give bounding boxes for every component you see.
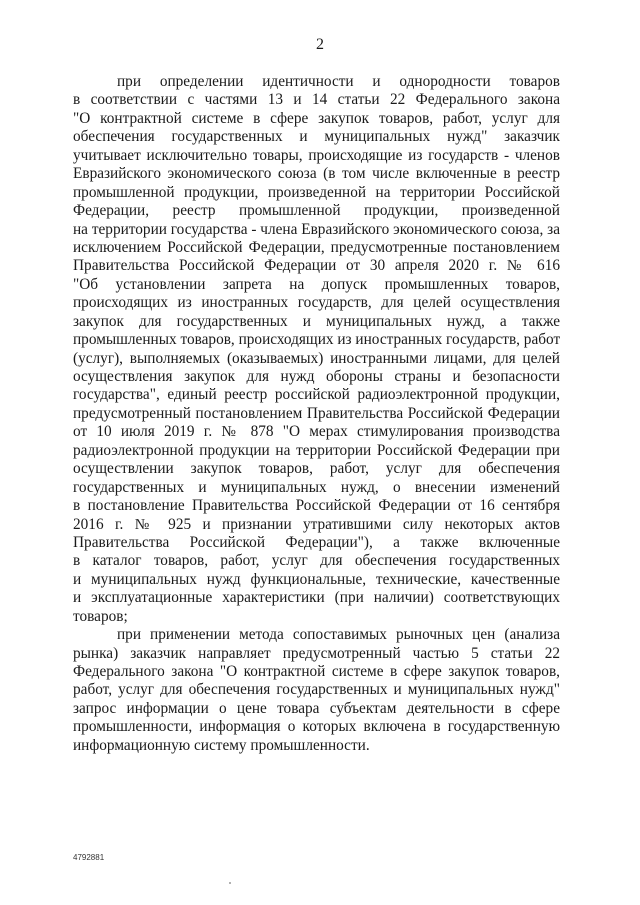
page-number: 2 — [316, 36, 324, 53]
text-line: Евразийского экономического союза (в том числе включенные в реестр — [73, 165, 560, 183]
text-line: работ, услуг для обеспечения государственных и муниципальных нужд" — [73, 681, 560, 699]
text-line: в соответствии с частями 13 и 14 статьи 22 Федерального закона — [73, 91, 560, 109]
text-line: при применении метода сопоставимых рыночных цен (анализа — [117, 626, 560, 644]
text-line: "О контрактной системе в сфере закупок товаров, работ, услуг для — [73, 109, 560, 127]
text-line: предусмотренный постановлением Правительства Российской Федерации — [73, 404, 560, 422]
text-line: радиоэлектронной продукции на территории Российской Федерации при — [73, 441, 560, 459]
text-line: государственных и муниципальных нужд, о внесении изменений — [73, 478, 560, 496]
text-line: закупок для государственных и муниципальных нужд, а также — [73, 312, 560, 330]
text-line: информационную систему промышленности. — [73, 736, 370, 754]
text-line: осуществления закупок для нужд обороны страны и безопасности — [73, 368, 560, 385]
document-id: 4792881 — [73, 853, 105, 862]
text-line: промышленных товаров, происходящих из иностранных государств, работ — [73, 331, 561, 349]
text-line: в каталог товаров, работ, услуг для обеспечения государственных — [73, 552, 560, 570]
text-line: обеспечения государственных и муниципальных нужд" заказчик — [73, 128, 560, 146]
text-line: Правительства Российской Федерации от 30 апреля 2020 г. № 616 — [73, 257, 560, 275]
scan-speck — [229, 882, 231, 884]
text-line: Федерального закона "О контрактной системе в сфере закупок товаров, — [73, 663, 560, 680]
text-line: товаров; — [73, 607, 128, 625]
text-line: (услуг), выполняемых (оказываемых) иностранными лицами, для целей — [73, 349, 560, 367]
text-line: запрос информации о цене товара субъектам деятельности в сфере — [73, 699, 560, 717]
text-line: от 10 июля 2019 г. № 878 "О мерах стимулирования производства — [73, 423, 560, 441]
text-line: осуществлении закупок товаров, работ, услуг для обеспечения — [73, 460, 560, 478]
text-line: "Об установлении запрета на допуск промышленных товаров, — [73, 275, 560, 293]
text-line: в постановление Правительства Российской Федерации от 16 сентября — [73, 497, 560, 515]
text-line: на территории государства - члена Евразийского экономического союза, за — [73, 220, 560, 238]
text-line: Правительства Российской Федерации"), а также включенные — [73, 533, 560, 551]
text-line: промышленности, информация о которых включена в государственную — [73, 718, 560, 736]
text-line: рынка) заказчик направляет предусмотренный частью 5 статьи 22 — [73, 644, 560, 662]
text-line: и муниципальных нужд функциональные, технические, качественные — [73, 570, 560, 588]
text-line: государства", единый реестр российской радиоэлектронной продукции, — [73, 386, 560, 404]
body-text — [73, 73, 560, 755]
text-line: 2016 г. № 925 и признании утратившими силу некоторых актов — [73, 515, 560, 533]
text-line: учитывает исключительно товары, происходящие из государств - членов — [73, 146, 560, 164]
text-line: Федерации, реестр промышленной продукции, произведенной — [73, 202, 560, 220]
text-line: при определении идентичности и однородности товаров — [117, 73, 560, 90]
text-line: промышленной продукции, произведенной на территории Российской — [73, 183, 560, 201]
text-line: исключением Российской Федерации, предусмотренные постановлением — [73, 238, 560, 256]
text-line: и эксплуатационные характеристики (при наличии) соответствующих — [73, 589, 560, 607]
text-line: происходящих из иностранных государств, для целей осуществления — [73, 294, 560, 312]
